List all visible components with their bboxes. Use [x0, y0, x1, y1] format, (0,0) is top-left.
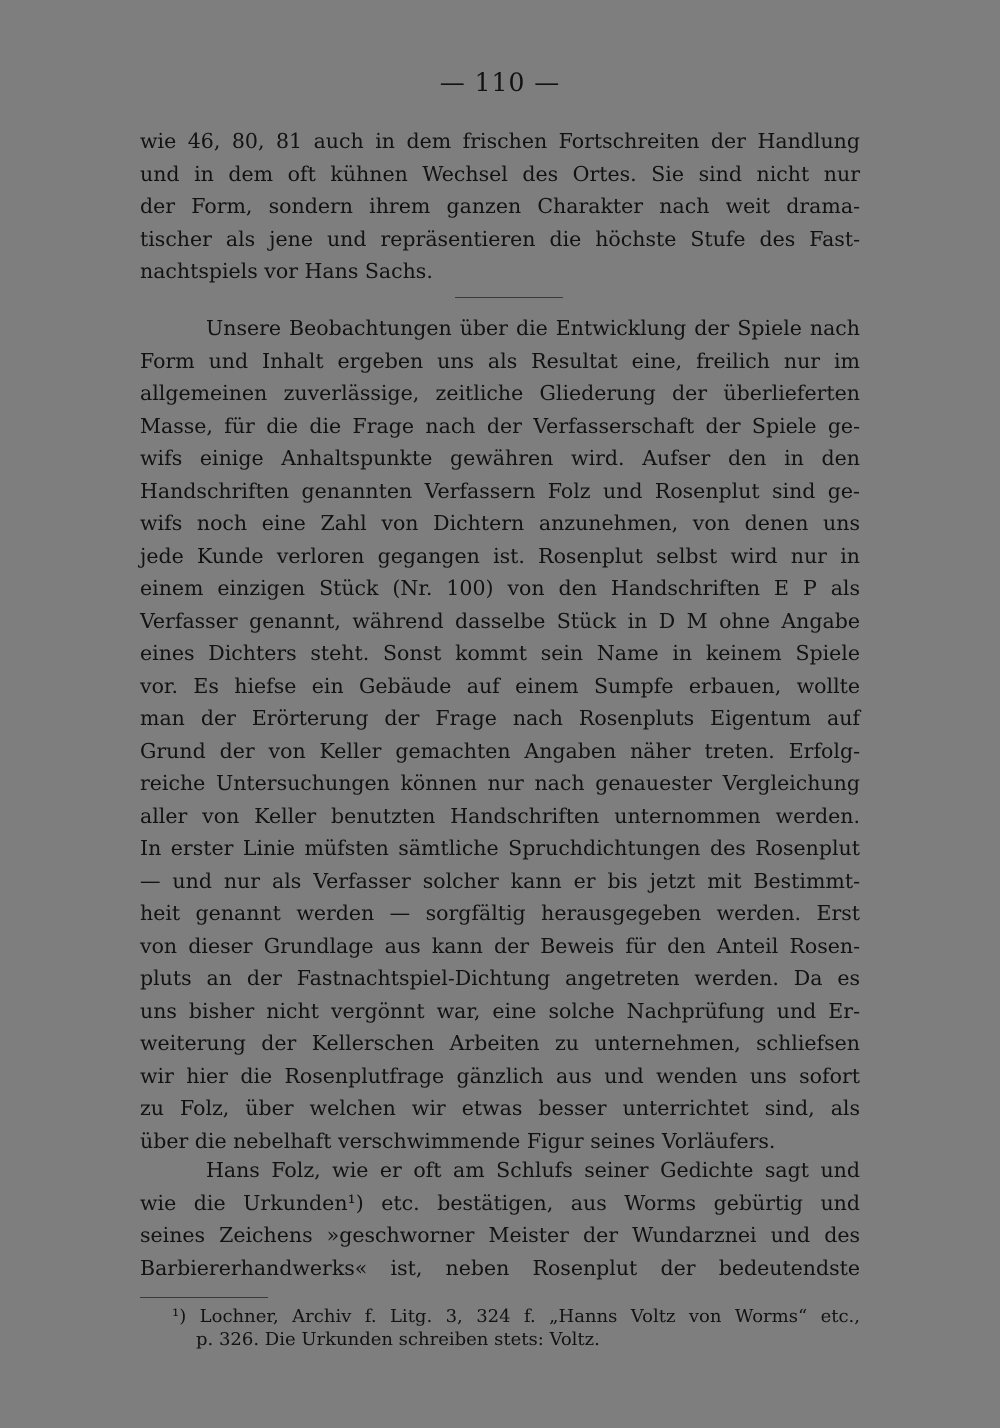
text-line: aller von Keller benutzten Handschriften unternommen werden.	[140, 803, 860, 828]
text-line: man der Erörterung der Frage nach Rosenpluts Eigentum auf	[140, 706, 860, 730]
text-line: seines Zeichens »geschworner Meister der Wundarznei und des	[140, 1223, 860, 1247]
text-line: tischer als jene und repräsentieren die höchste Stufe des Fast-	[140, 226, 860, 251]
text-line: wifs einige Anhaltspunkte gewähren wird. Aufser den in den	[140, 446, 860, 470]
text-line: wifs noch eine Zahl von Dichtern anzunehmen, von denen uns	[140, 511, 860, 535]
text-line: einem einzigen Stück (Nr. 100) von den Handschriften E P als	[140, 576, 860, 600]
text-line: — und nur als Verfasser solcher kann er bis jetzt mit Bestimmt-	[140, 868, 860, 893]
text-line: heit genannt werden — sorgfältig herausgegeben werden. Erst	[140, 901, 860, 925]
text-line: reiche Untersuchungen können nur nach genauester Vergleichung	[140, 771, 860, 795]
text-line: Grund der von Keller gemachten Angaben näher treten. Erfolg-	[140, 738, 860, 763]
text-line: wie 46, 80, 81 auch in dem frischen Fortschreiten der Handlung	[140, 129, 860, 153]
text-line: Verfasser genannt, während dasselbe Stück in D M ohne Angabe	[140, 608, 860, 633]
text-line: In erster Linie müfsten sämtliche Spruchdichtungen des Rosenplut	[140, 836, 860, 860]
text-line: wir hier die Rosenplutfrage gänzlich aus und wenden uns sofort	[140, 1063, 860, 1088]
footnote-line: ¹) Lochner, Archiv f. Litg. 3, 324 f. „Hanns Voltz von Worms“ etc.,	[172, 1306, 860, 1327]
text-line: weiterung der Kellerschen Arbeiten zu unternehmen, schliefsen	[140, 1031, 860, 1055]
text-line: vor. Es hiefse ein Gebäude auf einem Sumpfe erbauen, wollte	[140, 673, 860, 698]
text-line: nachtspiels vor Hans Sachs.	[140, 259, 433, 283]
text-line: Unsere Beobachtungen über die Entwicklung der Spiele nach	[206, 316, 860, 340]
text-line: pluts an der Fastnachtspiel-Dichtung angetreten werden. Da es	[140, 966, 860, 990]
section-separator-rule	[455, 297, 563, 298]
text-line: Hans Folz, wie er oft am Schlufs seiner Gedichte sagt und	[206, 1158, 860, 1182]
text-line: Masse, für die die Frage nach der Verfasserschaft der Spiele ge-	[140, 413, 860, 438]
text-line: Form und Inhalt ergeben uns als Resultat eine, freilich nur im	[140, 348, 860, 373]
text-line: Barbiererhandwerks« ist, neben Rosenplut der bedeutendste	[140, 1255, 860, 1280]
text-line: jede Kunde verloren gegangen ist. Rosenplut selbst wird nur in	[140, 543, 860, 568]
text-line: von dieser Grundlage aus kann der Beweis für den Anteil Rosen-	[140, 933, 860, 958]
footnote-line: p. 326. Die Urkunden schreiben stets: Voltz.	[196, 1329, 600, 1350]
text-line: Handschriften genannten Verfassern Folz und Rosenplut sind ge-	[140, 478, 860, 503]
text-line: eines Dichters steht. Sonst kommt sein Name in keinem Spiele	[140, 641, 860, 665]
text-line: wie die Urkunden¹) etc. bestätigen, aus Worms gebürtig und	[140, 1190, 860, 1215]
text-line: uns bisher nicht vergönnt war, eine solche Nachprüfung und Er-	[140, 998, 860, 1023]
footnote-separator-rule	[140, 1297, 268, 1298]
text-line: der Form, sondern ihrem ganzen Charakter nach weit drama-	[140, 194, 860, 218]
text-line: über die nebelhaft verschwimmende Figur seines Vorläufers.	[140, 1128, 776, 1153]
text-line: allgemeinen zuverlässige, zeitliche Gliederung der überlieferten	[140, 381, 860, 405]
page-number: — 110 —	[439, 68, 561, 97]
text-line: und in dem oft kühnen Wechsel des Ortes. Sie sind nicht nur	[140, 161, 860, 186]
text-line: zu Folz, über welchen wir etwas besser unterrichtet sind, als	[140, 1096, 860, 1120]
